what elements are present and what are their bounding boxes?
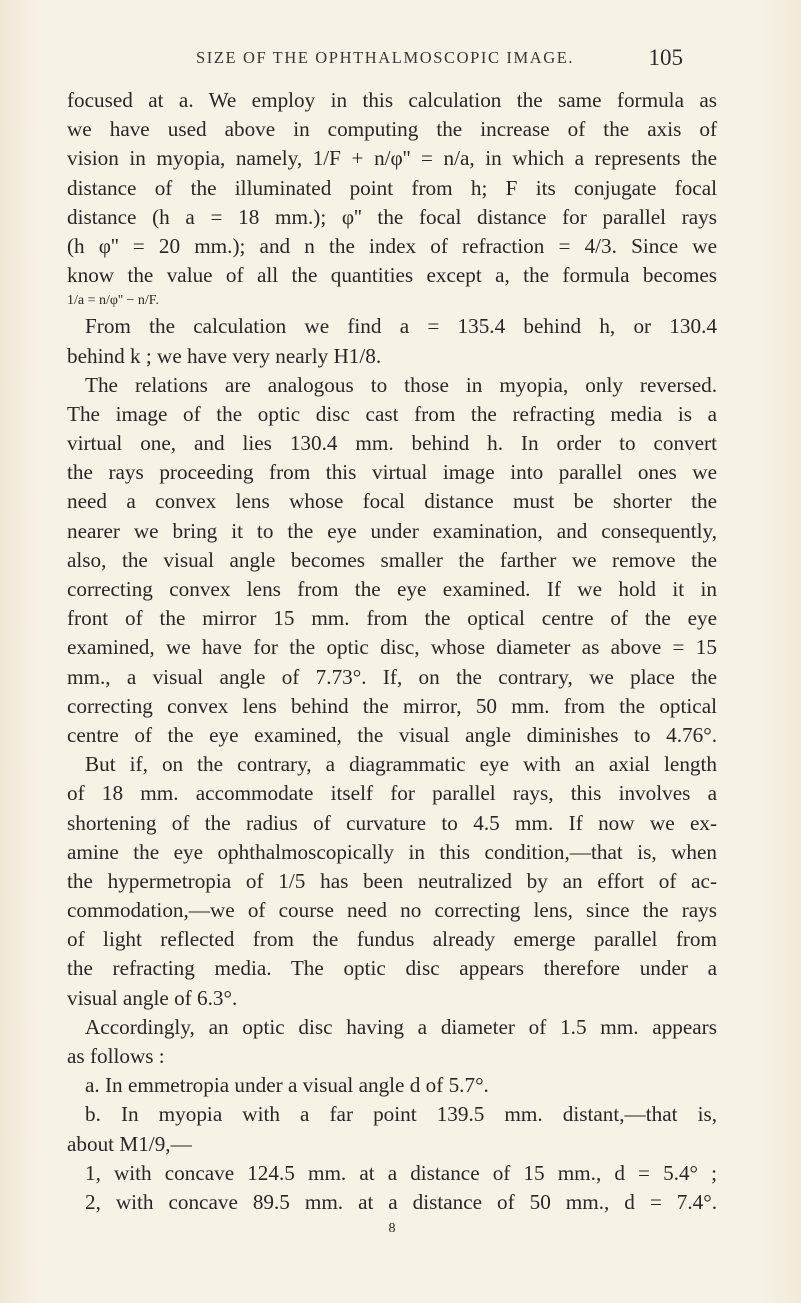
text-line: the hypermetropia of 1/5 has been neutralized by an effort of ac- <box>67 868 717 893</box>
text-line: vision in myopia, namely, 1/F + n/φ'' = n/a, in which a represents the <box>67 146 717 171</box>
text-line: distance (h a = 18 mm.); φ'' the focal distance for parallel rays <box>67 204 717 229</box>
text-line: of light reflected from the fundus already emerge parallel from <box>67 927 717 952</box>
text-line: From the calculation we find a = 135.4 behind h, or 130.4 <box>85 314 717 339</box>
text-line: commodation,—we of course need no correcting lens, since the rays <box>67 898 717 923</box>
text-line: as follows : <box>67 1044 165 1068</box>
text-line: mm., a visual angle of 7.73°. If, on the contrary, we place the <box>67 664 717 689</box>
text-line: (h φ'' = 20 mm.); and n the index of refraction = 4/3. Since we <box>67 233 717 258</box>
text-line: focused at a. We employ in this calculation the same formula as <box>67 88 717 112</box>
formula-line: 1/a = n/φ'' − n/F. <box>67 293 159 309</box>
text-line: the rays proceeding from this virtual image into parallel ones we <box>67 460 717 485</box>
list-item: 1, with concave 124.5 mm. at a distance of 15 mm., d = 5.4° ; <box>85 1160 717 1185</box>
text-line: the refracting media. The optic disc appears therefore under a <box>67 956 717 981</box>
page-number: 105 <box>648 45 683 70</box>
list-item: a. In emmetropia under a visual angle d of 5.7°. <box>85 1073 489 1098</box>
text-line: distance of the illuminated point from h; F its conjugate focal <box>67 175 717 200</box>
list-item: about M1/9,— <box>67 1131 192 1156</box>
text-line: examined, we have for the optic disc, whose diameter as above = 15 <box>67 635 717 660</box>
text-line: The relations are analogous to those in myopia, only reversed. <box>85 372 717 397</box>
text-line: amine the eye ophthalmoscopically in this condition,—that is, when <box>67 839 717 864</box>
text-line: nearer we bring it to the eye under examination, and consequently, <box>67 518 717 543</box>
text-line: centre of the eye examined, the visual angle diminishes to 4.76°. <box>67 722 717 747</box>
text-line: we have used above in computing the increase of the axis of <box>67 117 717 142</box>
text-line: need a convex lens whose focal distance must be shorter the <box>67 489 717 514</box>
text-line: The image of the optic disc cast from the refracting media is a <box>67 401 717 426</box>
text-line: visual angle of 6.3°. <box>67 985 238 1010</box>
signature-mark: 8 <box>388 1221 396 1237</box>
list-item: b. In myopia with a far point 139.5 mm. distant,—that is, <box>85 1102 717 1127</box>
text-line: also, the visual angle becomes smaller the farther we remove the <box>67 547 717 572</box>
text-line: front of the mirror 15 mm. from the optical centre of the eye <box>67 606 717 631</box>
text-line: correcting convex lens behind the mirror, 50 mm. from the optical <box>67 693 717 718</box>
list-item: 2, with concave 89.5 mm. at a distance of 50 mm., d = 7.4°. <box>85 1189 717 1214</box>
text-line: virtual one, and lies 130.4 mm. behind h. In order to convert <box>67 431 717 456</box>
text-line: But if, on the contrary, a diagrammatic eye with an axial length <box>85 752 717 777</box>
text-line: shortening of the radius of curvature to 4.5 mm. If now we ex- <box>67 810 717 835</box>
text-line: correcting convex lens from the eye examined. If we hold it in <box>67 577 717 601</box>
text-line: know the value of all the quantities except a, the formula becomes <box>67 263 717 288</box>
text-line: of 18 mm. accommodate itself for parallel rays, this involves a <box>67 781 717 806</box>
running-head: SIZE OF THE OPHTHALMOSCOPIC IMAGE. <box>196 48 575 67</box>
text-line: behind k ; we have very nearly H1/8. <box>67 343 382 368</box>
body-text <box>67 86 717 1241</box>
text-line: Accordingly, an optic disc having a diameter of 1.5 mm. appears <box>85 1014 717 1039</box>
